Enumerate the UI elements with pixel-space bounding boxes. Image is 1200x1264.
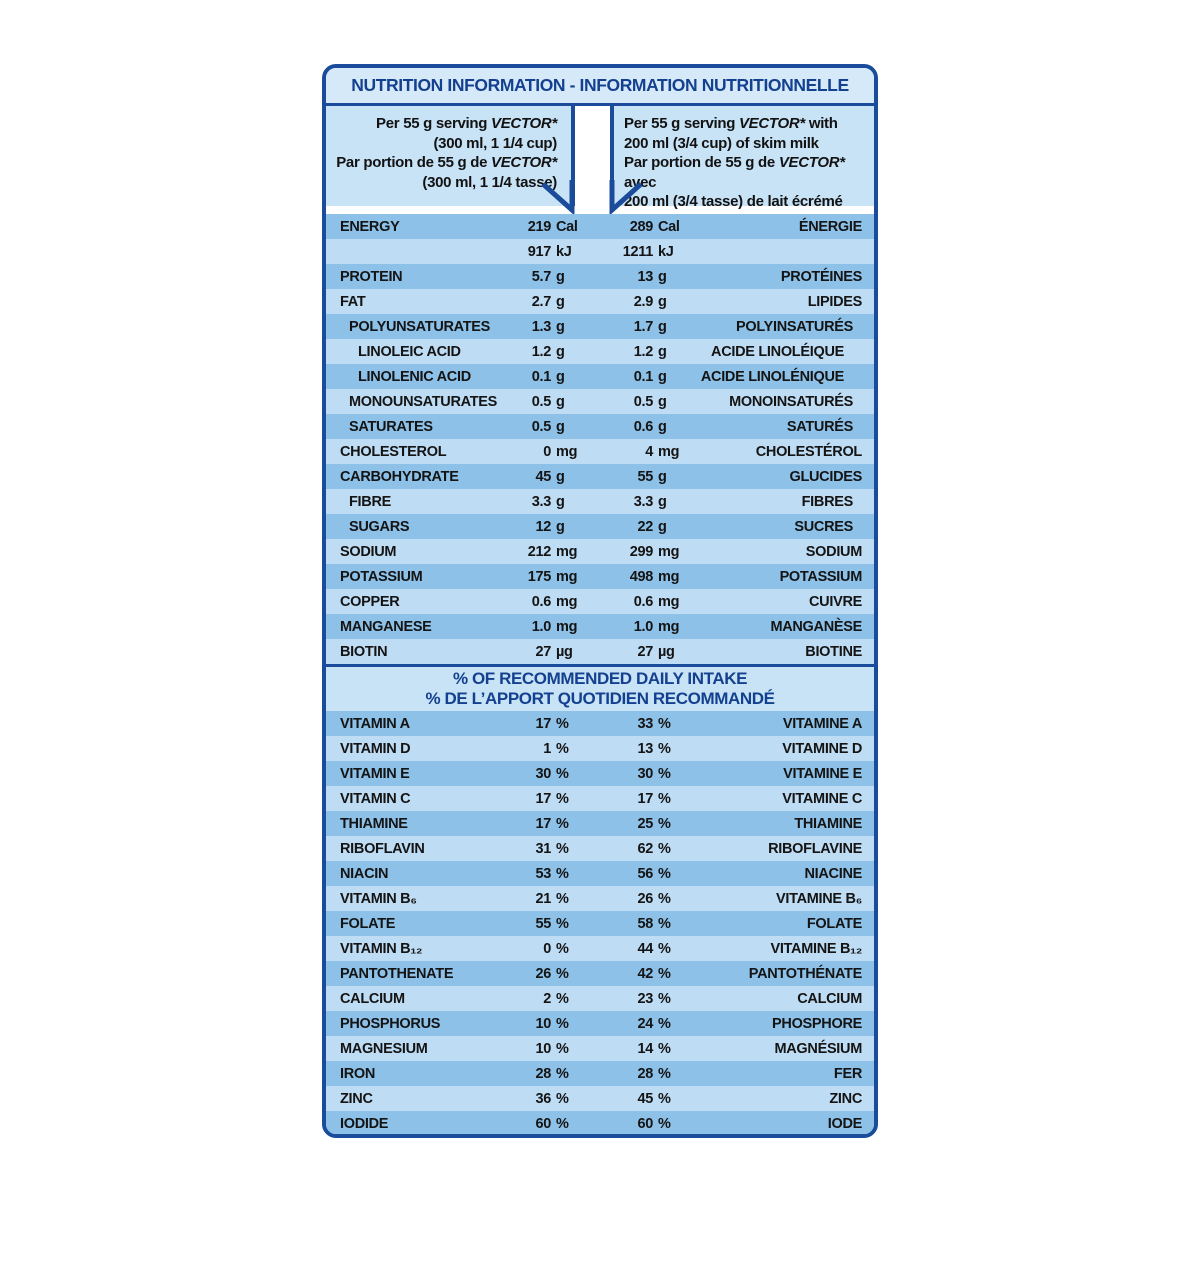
nutrient-fr: VITAMINE A bbox=[782, 715, 862, 732]
unit-cereal: g bbox=[556, 468, 565, 485]
value-cereal: 12 bbox=[535, 518, 551, 535]
unit-cereal: g bbox=[556, 493, 565, 510]
table-row bbox=[326, 711, 874, 736]
unit-cereal: g bbox=[556, 293, 565, 310]
unit-cereal: g bbox=[556, 268, 565, 285]
table-row bbox=[326, 389, 874, 414]
unit-with-milk: g bbox=[658, 418, 667, 435]
unit-cereal: g bbox=[556, 418, 565, 435]
table-row bbox=[326, 811, 874, 836]
value-with-milk: 4 bbox=[645, 443, 653, 460]
value-cereal: 175 bbox=[527, 568, 551, 585]
nutrient-en: NIACIN bbox=[340, 865, 389, 882]
unit-with-milk: µg bbox=[658, 643, 675, 660]
unit-with-milk: g bbox=[658, 468, 667, 485]
unit-with-milk: g bbox=[658, 293, 667, 310]
value-with-milk: 0.6 bbox=[633, 593, 653, 610]
unit-with-milk: mg bbox=[658, 593, 680, 610]
nutrient-fr: PANTOTHÉNATE bbox=[748, 965, 862, 982]
value-with-milk: 23 bbox=[637, 990, 653, 1007]
value-with-milk: 299 bbox=[629, 543, 653, 560]
value-cereal: 2 bbox=[543, 990, 551, 1007]
nutrient-en: IRON bbox=[340, 1065, 376, 1082]
nutrient-fr: VITAMINE D bbox=[782, 740, 862, 757]
nutrient-en: PHOSPHORUS bbox=[340, 1015, 441, 1032]
value-with-milk: 58 bbox=[637, 915, 653, 932]
unit-cereal: % bbox=[556, 765, 569, 782]
serving-line: (300 ml, 1 1/4 tasse) bbox=[422, 173, 557, 191]
value-cereal: 0.5 bbox=[531, 393, 551, 410]
value-with-milk: 14 bbox=[637, 1040, 653, 1057]
value-with-milk: 45 bbox=[637, 1090, 653, 1107]
value-with-milk: 498 bbox=[629, 568, 653, 585]
value-with-milk: 1.0 bbox=[633, 618, 653, 635]
nutrient-en: MAGNESIUM bbox=[340, 1040, 428, 1057]
table-row bbox=[326, 1011, 874, 1036]
nutrient-fr: RIBOFLAVINE bbox=[768, 840, 862, 857]
table-row bbox=[326, 339, 874, 364]
table-row bbox=[326, 861, 874, 886]
nutrient-fr: POLYINSATURÉS bbox=[736, 318, 853, 335]
unit-with-milk: % bbox=[658, 765, 671, 782]
unit-cereal: % bbox=[556, 740, 569, 757]
value-with-milk: 33 bbox=[637, 715, 653, 732]
nutrient-fr: MANGANÈSE bbox=[770, 618, 862, 635]
vitamin-table bbox=[326, 711, 874, 1136]
title-band bbox=[326, 68, 874, 106]
nutrient-fr: MAGNÉSIUM bbox=[774, 1040, 862, 1057]
nutrition-title: NUTRITION INFORMATION - INFORMATION NUTRITIONNELLE bbox=[351, 75, 849, 95]
value-with-milk: 17 bbox=[637, 790, 653, 807]
nutrient-en: LINOLENIC ACID bbox=[358, 368, 471, 385]
value-cereal: 10 bbox=[535, 1015, 551, 1032]
table-row bbox=[326, 1111, 874, 1136]
value-with-milk: 1.7 bbox=[633, 318, 653, 335]
nutrient-fr: CALCIUM bbox=[797, 990, 862, 1007]
table-row bbox=[326, 1036, 874, 1061]
unit-with-milk: g bbox=[658, 493, 667, 510]
nutrient-en: PANTOTHENATE bbox=[340, 965, 454, 982]
serving-section bbox=[326, 106, 874, 214]
rdi-header bbox=[326, 664, 874, 711]
serving-line: (300 ml, 1 1/4 cup) bbox=[433, 134, 557, 152]
table-row bbox=[326, 539, 874, 564]
nutrient-fr: ZINC bbox=[829, 1090, 862, 1107]
value-with-milk: 44 bbox=[637, 940, 653, 957]
nutrient-fr: NIACINE bbox=[804, 865, 862, 882]
value-cereal: 3.3 bbox=[531, 493, 551, 510]
table-row bbox=[326, 936, 874, 961]
nutrient-en: COPPER bbox=[340, 593, 400, 610]
nutrient-fr: FIBRES bbox=[801, 493, 853, 510]
unit-with-milk: % bbox=[658, 1115, 671, 1132]
unit-cereal: % bbox=[556, 990, 569, 1007]
value-with-milk: 0.1 bbox=[633, 368, 653, 385]
unit-with-milk: g bbox=[658, 318, 667, 335]
nutrient-en: CALCIUM bbox=[340, 990, 405, 1007]
nutrient-fr: FOLATE bbox=[806, 915, 862, 932]
table-row bbox=[326, 589, 874, 614]
nutrient-en: CHOLESTEROL bbox=[340, 443, 447, 460]
unit-with-milk: % bbox=[658, 865, 671, 882]
value-with-milk: 2.9 bbox=[633, 293, 653, 310]
unit-cereal: % bbox=[556, 790, 569, 807]
nutrient-en: VITAMIN A bbox=[340, 715, 410, 732]
value-with-milk: 1211 bbox=[622, 243, 653, 260]
unit-cereal: g bbox=[556, 393, 565, 410]
unit-with-milk: % bbox=[658, 815, 671, 832]
value-cereal: 219 bbox=[527, 218, 551, 235]
unit-cereal: Cal bbox=[556, 218, 578, 235]
value-cereal: 1.2 bbox=[531, 343, 551, 360]
value-cereal: 212 bbox=[527, 543, 551, 560]
serving-line: Per 55 g serving VECTOR* bbox=[376, 115, 557, 132]
nutrient-fr: PHOSPHORE bbox=[772, 1015, 862, 1032]
table-row bbox=[326, 836, 874, 861]
value-cereal: 0 bbox=[543, 940, 551, 957]
value-cereal: 2.7 bbox=[531, 293, 551, 310]
value-cereal: 0.6 bbox=[531, 593, 551, 610]
table-row bbox=[326, 564, 874, 589]
value-cereal: 21 bbox=[535, 890, 551, 907]
nutrient-en: THIAMINE bbox=[340, 815, 408, 832]
nutrient-en: IODIDE bbox=[340, 1115, 389, 1132]
table-row bbox=[326, 464, 874, 489]
nutrient-fr: SODIUM bbox=[805, 543, 862, 560]
table-row bbox=[326, 911, 874, 936]
nutrient-table bbox=[326, 214, 874, 664]
value-with-milk: 13 bbox=[637, 268, 653, 285]
value-cereal: 0.1 bbox=[531, 368, 551, 385]
nutrient-en: MANGANESE bbox=[340, 618, 432, 635]
unit-cereal: g bbox=[556, 318, 565, 335]
nutrient-fr: CHOLESTÉROL bbox=[755, 443, 862, 460]
nutrient-en: POTASSIUM bbox=[340, 568, 423, 585]
nutrient-en: VITAMIN B₆ bbox=[340, 890, 417, 907]
nutrient-en: BIOTIN bbox=[340, 643, 388, 660]
unit-cereal: % bbox=[556, 865, 569, 882]
value-with-milk: 42 bbox=[637, 965, 653, 982]
nutrient-fr: PROTÉINES bbox=[780, 268, 862, 285]
nutrient-fr: THIAMINE bbox=[794, 815, 862, 832]
table-row bbox=[326, 489, 874, 514]
value-with-milk: 30 bbox=[637, 765, 653, 782]
serving-line: 200 ml (3/4 cup) of skim milk bbox=[624, 134, 819, 152]
table-row bbox=[326, 364, 874, 389]
value-cereal: 60 bbox=[535, 1115, 551, 1132]
table-row bbox=[326, 1061, 874, 1086]
unit-cereal: kJ bbox=[556, 243, 572, 260]
value-cereal: 10 bbox=[535, 1040, 551, 1057]
unit-with-milk: g bbox=[658, 268, 667, 285]
value-cereal: 17 bbox=[535, 715, 551, 732]
unit-cereal: g bbox=[556, 343, 565, 360]
nutrient-fr: FER bbox=[833, 1065, 862, 1082]
nutrient-fr: LIPIDES bbox=[807, 293, 862, 310]
nutrient-en: SUGARS bbox=[349, 518, 410, 535]
table-row bbox=[326, 439, 874, 464]
unit-with-milk: % bbox=[658, 1090, 671, 1107]
value-cereal: 45 bbox=[535, 468, 551, 485]
value-with-milk: 26 bbox=[637, 890, 653, 907]
value-with-milk: 24 bbox=[637, 1015, 653, 1032]
nutrient-en: FIBRE bbox=[349, 493, 392, 510]
value-cereal: 30 bbox=[535, 765, 551, 782]
unit-cereal: µg bbox=[556, 643, 573, 660]
value-with-milk: 56 bbox=[637, 865, 653, 882]
value-cereal: 1.3 bbox=[531, 318, 551, 335]
unit-with-milk: Cal bbox=[658, 218, 680, 235]
nutrient-en: MONOUNSATURATES bbox=[349, 393, 498, 410]
nutrient-fr: POTASSIUM bbox=[779, 568, 862, 585]
value-cereal: 0.5 bbox=[531, 418, 551, 435]
nutrient-en: ZINC bbox=[340, 1090, 373, 1107]
value-cereal: 26 bbox=[535, 965, 551, 982]
unit-with-milk: % bbox=[658, 715, 671, 732]
unit-with-milk: % bbox=[658, 965, 671, 982]
unit-with-milk: mg bbox=[658, 618, 680, 635]
nutrient-fr: VITAMINE C bbox=[782, 790, 862, 807]
unit-cereal: % bbox=[556, 940, 569, 957]
unit-cereal: mg bbox=[556, 568, 578, 585]
down-arrow-left-icon bbox=[531, 180, 577, 214]
value-with-milk: 1.2 bbox=[633, 343, 653, 360]
table-row bbox=[326, 264, 874, 289]
unit-cereal: % bbox=[556, 1090, 569, 1107]
nutrient-en: VITAMIN B₁₂ bbox=[340, 940, 423, 957]
unit-cereal: % bbox=[556, 815, 569, 832]
value-with-milk: 25 bbox=[637, 815, 653, 832]
nutrient-fr: VITAMINE B₁₂ bbox=[770, 940, 862, 957]
unit-with-milk: g bbox=[658, 518, 667, 535]
nutrient-fr: SUCRES bbox=[794, 518, 853, 535]
table-row bbox=[326, 961, 874, 986]
nutrient-en: VITAMIN E bbox=[340, 765, 410, 782]
unit-cereal: % bbox=[556, 715, 569, 732]
unit-cereal: % bbox=[556, 1115, 569, 1132]
table-row bbox=[326, 239, 874, 264]
unit-cereal: mg bbox=[556, 543, 578, 560]
value-cereal: 917 bbox=[527, 243, 551, 260]
nutrient-en: POLYUNSATURATES bbox=[349, 318, 491, 335]
unit-with-milk: % bbox=[658, 940, 671, 957]
unit-with-milk: g bbox=[658, 368, 667, 385]
rdi-header-fr: % DE L’APPORT QUOTIDIEN RECOMMANDÉ bbox=[425, 689, 775, 708]
table-row bbox=[326, 614, 874, 639]
nutrient-en: ENERGY bbox=[340, 218, 400, 235]
value-with-milk: 289 bbox=[629, 218, 653, 235]
table-row bbox=[326, 1086, 874, 1111]
value-cereal: 36 bbox=[535, 1090, 551, 1107]
value-with-milk: 55 bbox=[637, 468, 653, 485]
nutrition-label bbox=[322, 64, 878, 1138]
value-with-milk: 3.3 bbox=[633, 493, 653, 510]
unit-with-milk: kJ bbox=[658, 243, 674, 260]
table-row bbox=[326, 886, 874, 911]
value-cereal: 55 bbox=[535, 915, 551, 932]
unit-cereal: mg bbox=[556, 443, 578, 460]
nutrient-en: FOLATE bbox=[340, 915, 396, 932]
unit-with-milk: % bbox=[658, 840, 671, 857]
unit-with-milk: % bbox=[658, 890, 671, 907]
nutrient-fr: ACIDE LINOLÉIQUE bbox=[711, 343, 844, 360]
unit-with-milk: mg bbox=[658, 568, 680, 585]
value-cereal: 27 bbox=[535, 643, 551, 660]
unit-cereal: % bbox=[556, 840, 569, 857]
table-row bbox=[326, 289, 874, 314]
unit-cereal: g bbox=[556, 368, 565, 385]
value-with-milk: 0.6 bbox=[633, 418, 653, 435]
serving-line: Per 55 g serving VECTOR* with bbox=[624, 115, 838, 132]
value-cereal: 31 bbox=[535, 840, 551, 857]
unit-cereal: % bbox=[556, 1040, 569, 1057]
unit-with-milk: g bbox=[658, 393, 667, 410]
serving-line: Par portion de 55 g de VECTOR* avec bbox=[624, 154, 845, 191]
value-cereal: 17 bbox=[535, 790, 551, 807]
value-with-milk: 62 bbox=[637, 840, 653, 857]
unit-cereal: % bbox=[556, 1015, 569, 1032]
unit-cereal: mg bbox=[556, 618, 578, 635]
nutrient-en: VITAMIN D bbox=[340, 740, 411, 757]
unit-cereal: % bbox=[556, 915, 569, 932]
nutrient-en: RIBOFLAVIN bbox=[340, 840, 425, 857]
rdi-header-en: % OF RECOMMENDED DAILY INTAKE bbox=[452, 669, 748, 688]
serving-line: Par portion de 55 g de VECTOR* bbox=[336, 154, 557, 171]
nutrient-fr: IODE bbox=[827, 1115, 862, 1132]
nutrient-en: SODIUM bbox=[340, 543, 397, 560]
table-row bbox=[326, 314, 874, 339]
unit-with-milk: % bbox=[658, 790, 671, 807]
value-with-milk: 22 bbox=[637, 518, 653, 535]
value-cereal: 1 bbox=[543, 740, 551, 757]
nutrient-fr: ÉNERGIE bbox=[798, 218, 862, 235]
value-with-milk: 27 bbox=[637, 643, 653, 660]
nutrient-fr: SATURÉS bbox=[786, 418, 853, 435]
value-with-milk: 28 bbox=[637, 1065, 653, 1082]
unit-with-milk: % bbox=[658, 990, 671, 1007]
nutrient-fr: VITAMINE E bbox=[783, 765, 862, 782]
unit-with-milk: % bbox=[658, 1040, 671, 1057]
value-cereal: 5.7 bbox=[531, 268, 551, 285]
unit-cereal: g bbox=[556, 518, 565, 535]
nutrient-en: SATURATES bbox=[349, 418, 433, 435]
table-row bbox=[326, 514, 874, 539]
table-row bbox=[326, 414, 874, 439]
unit-with-milk: % bbox=[658, 740, 671, 757]
value-cereal: 1.0 bbox=[531, 618, 551, 635]
value-cereal: 28 bbox=[535, 1065, 551, 1082]
unit-cereal: mg bbox=[556, 593, 578, 610]
value-cereal: 17 bbox=[535, 815, 551, 832]
nutrient-en: PROTEIN bbox=[340, 268, 403, 285]
nutrient-fr: GLUCIDES bbox=[789, 468, 862, 485]
table-row bbox=[326, 736, 874, 761]
unit-with-milk: g bbox=[658, 343, 667, 360]
value-cereal: 0 bbox=[543, 443, 551, 460]
nutrient-fr: BIOTINE bbox=[805, 643, 862, 660]
nutrient-en: VITAMIN C bbox=[340, 790, 411, 807]
table-row bbox=[326, 639, 874, 664]
value-with-milk: 13 bbox=[637, 740, 653, 757]
nutrient-fr: ACIDE LINOLÉNIQUE bbox=[700, 368, 844, 385]
nutrient-en: FAT bbox=[340, 293, 366, 310]
value-with-milk: 60 bbox=[637, 1115, 653, 1132]
unit-cereal: % bbox=[556, 1065, 569, 1082]
unit-with-milk: % bbox=[658, 915, 671, 932]
unit-with-milk: % bbox=[658, 1065, 671, 1082]
unit-with-milk: mg bbox=[658, 443, 680, 460]
value-cereal: 53 bbox=[535, 865, 551, 882]
nutrient-fr: MONOINSATURÉS bbox=[729, 393, 853, 410]
nutrient-fr: VITAMINE B₆ bbox=[776, 890, 862, 907]
value-with-milk: 0.5 bbox=[633, 393, 653, 410]
serving-line: 200 ml (3/4 tasse) de lait écrémé bbox=[624, 193, 843, 210]
table-row bbox=[326, 214, 874, 239]
table-row bbox=[326, 986, 874, 1011]
unit-cereal: % bbox=[556, 890, 569, 907]
unit-cereal: % bbox=[556, 965, 569, 982]
unit-with-milk: mg bbox=[658, 543, 680, 560]
table-row bbox=[326, 786, 874, 811]
down-arrow-right-icon bbox=[605, 180, 651, 214]
nutrient-fr: CUIVRE bbox=[809, 593, 862, 610]
nutrient-en: CARBOHYDRATE bbox=[340, 468, 459, 485]
nutrient-en: LINOLEIC ACID bbox=[358, 343, 461, 360]
unit-with-milk: % bbox=[658, 1015, 671, 1032]
table-row bbox=[326, 761, 874, 786]
